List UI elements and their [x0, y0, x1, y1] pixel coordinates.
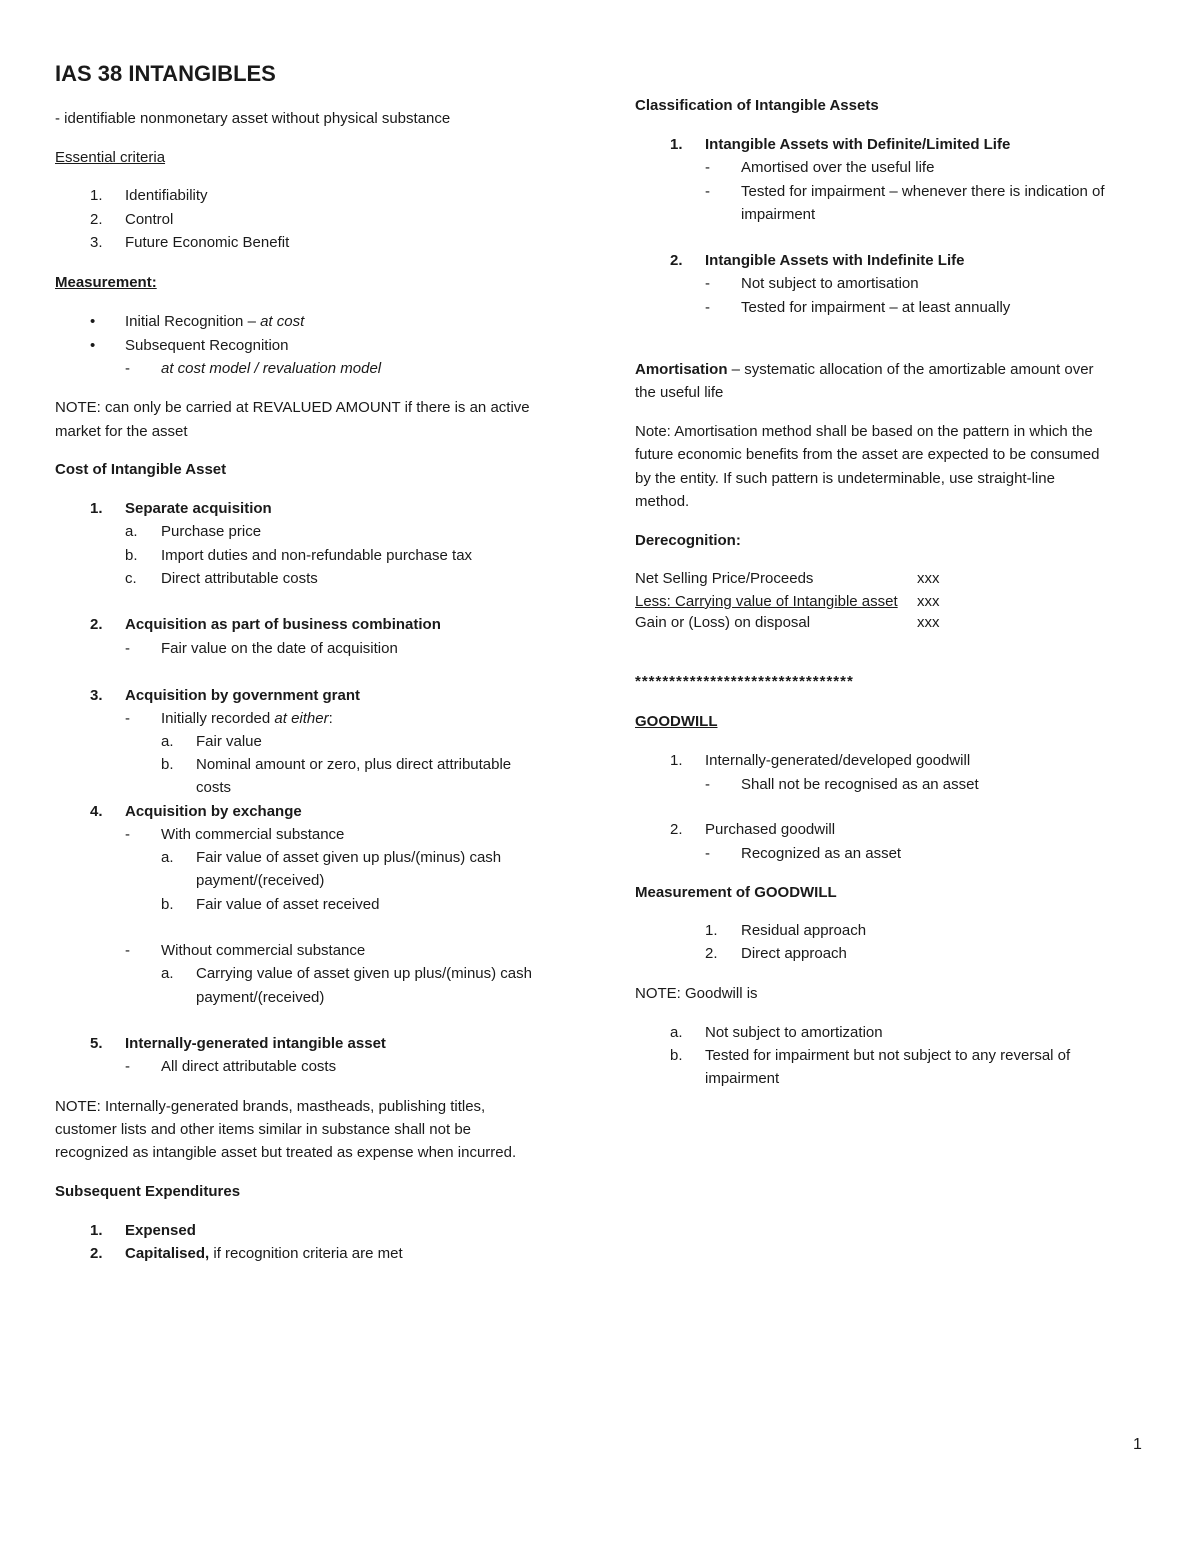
- definition-text: - identifiable nonmonetary asset without physical substance: [55, 110, 451, 127]
- list-item-cont: impairment: [705, 1070, 780, 1087]
- document-page: IAS 38 INTANGIBLES - identifiable nonmonetary asset without physical substance Essential criteria 1. Identifiability 2. Control 3. Future Economic Benefit Measurement: • Initial Recognition – at cost • Subsequent Recognition - at cost model / revaluation model NOTE: can only be carried at REVALUED AMOUNT if there is an active market for the asset Cost of Intangible Asset 1. Separate acquisition a. Purchase price b. Import duties and non-refundable purchase tax c. Direct attributable costs 2. Acquisition as part of business combination - Fair value on the date of acquisition 3. Acquisition by government grant - Initially recorded at either: a. Fair value b. Nominal amount or zero, plus direct attributable costs 4. Acquisition by exchange - With commercial substance a. Fair value of asset given up plus/(minus) cash payment/(received) b. Fair value of asset received - Without commercial substance a. Carrying value of asset given up plus/(minus) cash payment/(received) 5. Internally-generated intangible asset - All direct attributable costs NOTE: Internally-generated brands, mastheads, publishing titles, customer lists and other items similar in substance shall not be recognized as intangible asset but treated as expense when incurred. Subsequent Expenditures 1. Expensed 2. Capitalised, if recognition criteria are met Classification of Intangible Assets 1. Intangible Assets with Definite/Limited Life - Amortised over the useful life - Tested for impairment – whenever there is indication of impairment 2. Intangible Assets with Indefinite Life - Not subject to amortisation - Tested for impairment – at least annually Amortisation – systematic allocation of the amortizable amount over the useful life Note: Amortisation method shall be based on the pattern in which the future economic benefits from the asset are expected to be consumed by the entity. If such pattern is undeterminable, use straight-line method. Derecognition: Net Selling Price/Proceeds xxx Less: Carrying value of Intangible asset xxx Gain or (Loss) on disposal xxx ******************************** GOODWILL 1. Internally-generated/developed goodwill - Shall not be recognised as an asset 2. Purchased goodwill - Recognized as an asset Measurement of GOODWILL 1. Residual approach 2. Direct approach NOTE: Goodwill is a. Not subject to amortization b. Tested for impairment but not subject to any reversal of impairment 1: [55, 61, 1142, 1453]
- amortisation-definition: Amortisation – systematic allocation of the amortizable amount over: [635, 361, 1094, 378]
- amortisation-note: Note: Amortisation method shall be based on the pattern in which the: [635, 423, 1093, 440]
- derecognition-heading: Derecognition:: [635, 532, 741, 549]
- goodwill-note-heading: NOTE: Goodwill is: [635, 985, 758, 1002]
- goodwill-measurement-heading: Measurement of GOODWILL: [635, 884, 837, 901]
- section-separator: ********************************: [635, 673, 854, 690]
- classification-heading: Classification of Intangible Assets: [635, 97, 879, 114]
- amortisation-note-cont: by the entity. If such pattern is undeterminable, use straight-line: [635, 470, 1055, 487]
- derecognition-row: Less: Carrying value of Intangible asset xxx: [635, 593, 940, 610]
- measurement-note: NOTE: can only be carried at REVALUED AMOUNT if there is an active: [55, 399, 530, 416]
- amortisation-definition-cont: the useful life: [635, 384, 724, 401]
- cost-note-cont: customer lists and other items similar in substance shall not be: [55, 1121, 472, 1138]
- cost-note: NOTE: Internally-generated brands, mastheads, publishing titles,: [55, 1098, 486, 1115]
- amortisation-note-cont: future economic benefits from the asset are expected to be consumed: [635, 446, 1100, 463]
- measurement-heading: Measurement:: [55, 274, 157, 291]
- list-item-cont: payment/(received): [196, 872, 325, 889]
- page-number: 1: [1133, 1436, 1142, 1453]
- list-item-cont: payment/(received): [196, 989, 325, 1006]
- list-item-cont: costs: [196, 779, 232, 796]
- essential-criteria-heading: Essential criteria: [55, 149, 166, 166]
- measurement-note-cont: market for the asset: [55, 423, 188, 440]
- subsequent-expenditures-heading: Subsequent Expenditures: [55, 1183, 241, 1200]
- derecognition-row: Net Selling Price/Proceeds xxx: [635, 570, 940, 587]
- goodwill-heading: GOODWILL: [635, 713, 718, 730]
- cost-note-cont: recognized as intangible asset but treated as expense when incurred.: [55, 1144, 517, 1161]
- list-item-cont: impairment: [741, 206, 816, 223]
- page-title: IAS 38 INTANGIBLES: [55, 61, 276, 86]
- derecognition-row: Gain or (Loss) on disposal xxx: [635, 614, 940, 631]
- cost-heading: Cost of Intangible Asset: [55, 461, 227, 478]
- amortisation-note-cont: method.: [635, 493, 690, 510]
